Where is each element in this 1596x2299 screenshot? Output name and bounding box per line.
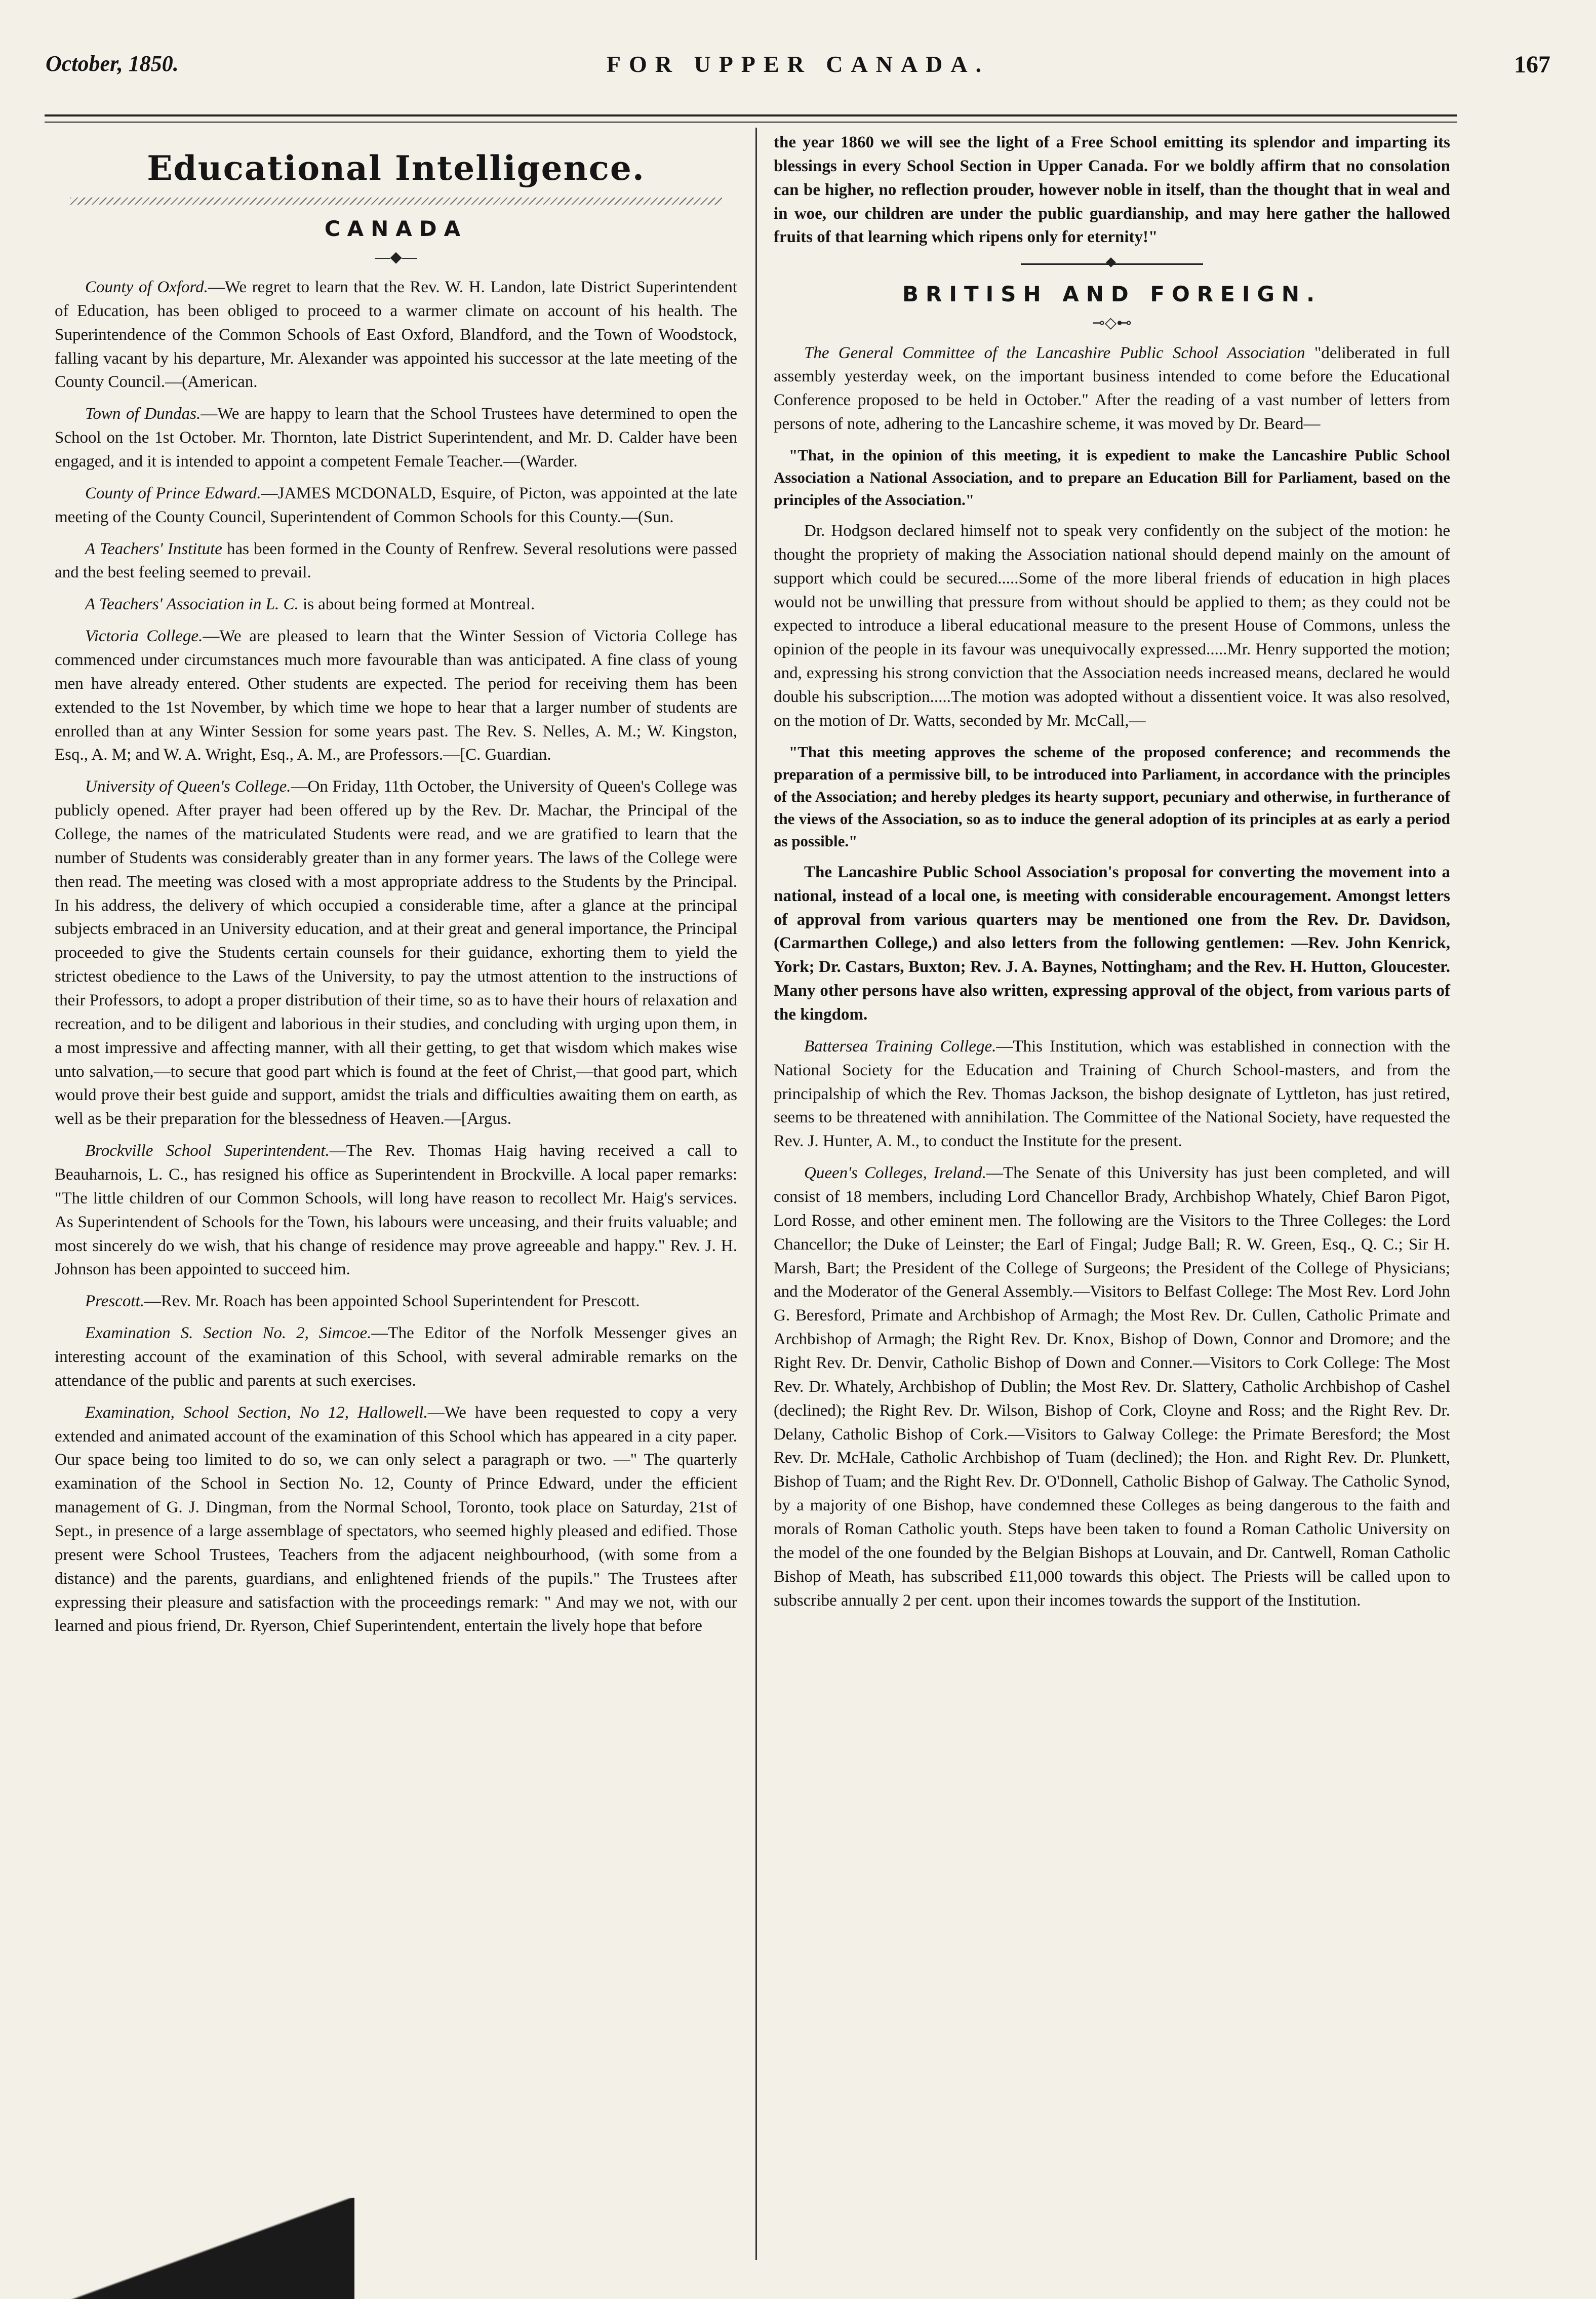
- page-corner-shadow: [0, 2198, 354, 2299]
- article-paragraph: [774, 861, 1450, 1027]
- page-number: 167: [1514, 51, 1550, 78]
- article-text: is about being formed at Montreal.: [298, 595, 535, 614]
- article-paragraph: [55, 1321, 737, 1393]
- left-column: [55, 131, 737, 1646]
- article-lead: A Teachers' Institute: [85, 539, 222, 558]
- article-lead: Brockville School Superintendent.: [85, 1142, 330, 1160]
- article-text: —We have been requested to copy a very extended and animated account of the examination of this School which has appeared in a city paper. Our space being too limited to do so, we can only select a paragraph or two. —" The quarterly examination of the School in Section No. 12, County of Prince Edward, under the efficient management of G. J. Dingman, from the Normal School, Toronto, took place on Saturday, 21st of Sept., in presence of a large assemblage of spectators, who seemed highly pleased and edified. Those present were School Trustees, Teachers from the adjacent neighbourhood, (with some from a distance) and the parents, guardians, and enlightened friends of the pupils." The Trustees after expressing their pleasure and satisfaction with the proceedings remark: " And may we not, with our learned and pious friend, Dr. Ryerson, Chief Superintendent, entertain the lively hope that before: [55, 1403, 737, 1635]
- article-paragraph: [774, 444, 1450, 511]
- article-lead: Examination, School Section, No 12, Hallowell.: [85, 1403, 428, 1422]
- article-paragraph: [55, 593, 737, 616]
- article-lead: A Teachers' Association in L. C.: [85, 595, 299, 614]
- section-heading-canada: CANADA: [324, 216, 468, 241]
- article-paragraph: [774, 741, 1450, 852]
- article-lead: Prescott.: [85, 1292, 144, 1311]
- article-text: "That, in the opinion of this meeting, it is expedient to make the Lancashire Public School Association a National Association, and to prepare an Education Bill for Parliament, based on the principles of the Association.": [774, 446, 1450, 509]
- article-paragraph: [55, 775, 737, 1131]
- article-text: —On Friday, 11th October, the University of Queen's College was publicly opened. After prayer had been offered up by the Rev. Dr. Machar, the Principal of the College, the names of the matriculated Students were read, and we are gratified to learn that the number of Students was considerably greater than in any former years. The laws of the College were then read. The meeting was closed with a most appropriate address to the Students by the Principal. In his address, the delivery of which occupied a considerable time, after a glance at the principal subjects embraced in an University education, and at their great and general importance, the Principal proceeded to give the Students certain counsels for their guidance, exhorting them to yield the strictest obedience to the Laws of the University, to pay the utmost attention to the instructions of their Professors, to adopt a proper distribution of their time, so as to have their hours of relaxation and recreation, and to be diligent and laborious in their studies, and concluding with urging upon them, in a most impressive and affecting manner, with all their getting, to get that wisdom which makes wise unto salvation,—to secure that good part which is found at the feet of Christ,—that good part, which would prove their best guide and support, amidst the trials and difficulties awaiting them on earth, as well as be their preparation for the blessedness of Heaven.—[Argus.: [55, 777, 737, 1128]
- running-title: FOR UPPER CANADA.: [606, 51, 990, 77]
- page-title: Educational Intelligence.: [147, 148, 645, 188]
- article-paragraph: [55, 537, 737, 585]
- ornament-icon: —◆—: [375, 249, 417, 266]
- article-lead: The General Committee of the Lancashire Public School Association: [804, 343, 1305, 362]
- article-lead: Examination S. Section No. 2, Simcoe.: [85, 1324, 372, 1343]
- article-lead: University of Queen's College.: [85, 777, 291, 796]
- right-articles: [774, 341, 1450, 1613]
- article-text: Dr. Hodgson declared himself not to speak very confidently on the subject of the motion: he thought the propriety of making the Association national should depend mainly on the amount of support which could be secured.....Some of the more liberal friends of education in high places would not be unwilling that pressure from without should be applied to them; as they could not be expected to introduce a liberal educational measure to the present House of Commons, unless the opinion of the people in its favour was unequivocally expressed.....Mr. Henry supported the motion; and, expressing his strong conviction that the Association needs increased means, declared he would double his subscription.....The motion was adopted without a dissentient voice. It was also resolved, on the motion of Dr. Watts, seconded by Mr. McCall,—: [774, 522, 1450, 730]
- header-date: October, 1850.: [46, 51, 179, 76]
- article-paragraph: [55, 276, 737, 394]
- article-lead: Victoria College.: [85, 627, 203, 646]
- page-header: [46, 51, 1550, 86]
- article-paragraph: [774, 1035, 1450, 1153]
- article-paragraph: [55, 1401, 737, 1639]
- article-text: —We are pleased to learn that the Winter Session of Victoria College has commenced under circumstances much more favourable than was anticipated. A fine class of young men have already entered. Other students are expected. The period for receiving them has been extended to the 1st November, by which time we hope to hear that a larger number of students are enrolled than at any Winter Session for some years past. The Rev. S. Nelles, A. M.; W. Kingston, Esq., A. M; and W. A. Wright, Esq., A. M., are Professors.—[C. Guardian.: [55, 627, 737, 764]
- article-paragraph: [774, 1161, 1450, 1612]
- article-text: —The Senate of this University has just been completed, and will consist of 18 members, including Lord Chancellor Brady, Archbishop Whately, Chief Baron Pigot, Lord Rosse, and other eminent men. The following are the Visitors to the Three Colleges: the Lord Chancellor; the Duke of Leinster; the Earl of Fingal; Judge Ball; R. W. Green, Esq., Q. C.; Sir H. Marsh, Bart; the President of the College of Surgeons; the President of the College of Physicians; and the Moderator of the General Assembly.—Visitors to Belfast College: The Most Rev. Lord John G. Beresford, Primate and Archbishop of Armagh; the Most Rev. Dr. Cullen, Catholic Primate and Archbishop of Armagh; the Right Rev. Dr. Knox, Bishop of Down, Connor and Dromore; and the Right Rev. Dr. Denvir, Catholic Bishop of Down and Conner.—Visitors to Cork College: The Most Rev. Dr. Whately, Archbishop of Dublin; the Most Rev. Dr. Slattery, Catholic Archbishop of Cashel (declined); the Right Rev. Dr. Wilson, Bishop of Cork, Cloyne and Ross; and the Right Rev. Dr. Delany, Catholic Bishop of Cork.—Visitors to Galway College: the Primate Beresford; the Most Rev. Dr. McHale, Catholic Archbishop of Tuam (declined); the Hon. and Right Rev. Dr. Plunkett, Bishop of Tuam; and the Right Rev. Dr. O'Donnell, Catholic Bishop of Galway. The Catholic Synod, by a majority of one Bishop, have condemned these Colleges as being dangerous to the faith and morals of Roman Catholic youth. Steps have been taken to found a Roman Catholic University on the model of the one founded by the Belgian Bishops at Louvain, and Dr. Cantwell, Roman Catholic Bishop of Meath, has subscribed £11,000 towards this object. The Priests will be called upon to subscribe annually 2 per cent. upon their incomes towards the support of the Institution.: [774, 1164, 1450, 1610]
- right-column: [774, 131, 1450, 1620]
- article-text: —We regret to learn that the Rev. W. H. Landon, late District Superintendent of Education, has been obliged to proceed to a warmer climate on account of his health. The Superintendence of the Common Schools of East Oxford, Blandford, and the Town of Woodstock, falling vacant by his departure, Mr. Alexander was appointed his successor at the late meeting of the County Council.—(American.: [55, 278, 737, 392]
- article-paragraph: [55, 1290, 737, 1313]
- article-text: has been formed in the County of Renfrew. Several resolutions were passed and the best feeling seemed to prevail.: [55, 539, 737, 582]
- section-rule: [1021, 263, 1203, 265]
- article-text: "That this meeting approves the scheme of the proposed conference; and recommends the preparation of a permissive bill, to be introduced into Parliament, in accordance with the principles of the Association; and hereby pledges its hearty support, pecuniary and otherwise, in furtherance of the views of the Association, so as to induce the general adoption of its principles at as early a period as possible.": [774, 743, 1450, 850]
- article-text: —The Rev. Thomas Haig having received a call to Beauharnois, L. C., has resigned his office as Superintendent in Brockville. A local paper remarks: "The little children of our Common Schools, will long have reason to recollect Mr. Haig's services. As Superintendent of Schools for the Town, his labours were unceasing, and their fruits valuable; and most sincerely do we wish, that his change of residence may prove agreeable and happy." Rev. J. H. Johnson has been appointed to succeed him.: [55, 1142, 737, 1279]
- article-text: —JAMES MCDONALD, Esquire, of Picton, was appointed at the late meeting of the County Council, Superintendent of Common Schools for this County.—(Sun.: [55, 484, 737, 526]
- article-lead: Queen's Colleges, Ireland.: [804, 1164, 987, 1183]
- article-paragraph: [774, 341, 1450, 436]
- article-lead: Battersea Training College.: [804, 1037, 996, 1056]
- header-rule: [45, 114, 1457, 123]
- section-heading-british-foreign: BRITISH AND FOREIGN.: [902, 282, 1322, 307]
- article-paragraph: [55, 625, 737, 767]
- left-articles: [55, 276, 737, 1638]
- article-text: —Rev. Mr. Roach has been appointed School Superintendent for Prescott.: [144, 1292, 640, 1311]
- article-text: —We are happy to learn that the School Trustees have determined to open the School on the 1st October. Mr. Thornton, late District Superintendent, and Mr. D. Calder have been engaged, and it is intended to appoint a competent Female Teacher.—(Warder.: [55, 405, 737, 471]
- article-text: —This Institution, which was established in connection with the National Society for the Education and Training of Church School-masters, and from the principalship of which the Rev. Thomas Jackson, the bishop designate of Lyttleton, has just retired, seems to be threatened with annihilation. The Committee of the National Society, have requested the Rev. J. Hunter, A. M., to conduct the Institute for the present.: [774, 1037, 1451, 1151]
- continuation-paragraph: the year 1860 we will see the light of a Free School emitting its splendor and imparting its blessings in every School Section in Upper Canada. For we boldly affirm that no consolation can be higher, no reflection prouder, however noble in itself, than the thought that in weal and in woe, our children are under the public guardianship, and may here gather the hallowed fruits of that learning which ripens only for eternity!": [774, 133, 1450, 247]
- column-divider: [755, 128, 757, 2260]
- article-paragraph: [774, 519, 1450, 733]
- article-text: "deliberated in full assembly yesterday week, on the important business intended to come before the Educational Conference proposed to be held in October." After the reading of a vast number of letters from persons of note, adhering to the Lancashire scheme, it was moved by Dr. Beard—: [774, 343, 1450, 434]
- article-paragraph: [55, 1139, 737, 1281]
- article-lead: Town of Dundas.: [85, 405, 201, 423]
- diamond-ornament-icon: [1106, 257, 1116, 267]
- article-lead: County of Oxford.: [85, 278, 208, 296]
- article-paragraph: [55, 482, 737, 529]
- ornament-icon: ⊸◇⊷: [1092, 314, 1132, 331]
- article-paragraph: [55, 402, 737, 474]
- wavy-rule: [70, 198, 722, 205]
- article-text: —The Editor of the Norfolk Messenger gives an interesting account of the examination of this School, with several admirable remarks on the attendance of the public and parents at such exercises.: [55, 1324, 737, 1390]
- article-lead: County of Prince Edward.: [85, 484, 261, 502]
- article-text: The Lancashire Public School Association's proposal for converting the movement into a national, instead of a local one, is meeting with considerable encouragement. Amongst letters of approval from various quarters may be mentioned one from the Rev. Dr. Davidson, (Carmarthen College,) and also letters from the following gentlemen: —Rev. John Kenrick, York; Dr. Castars, Buxton; Rev. J. A. Baynes, Nottingham; and the Rev. H. Hutton, Gloucester. Many other persons have also written, expressing approval of the object, from various parts of the kingdom.: [774, 863, 1450, 1024]
